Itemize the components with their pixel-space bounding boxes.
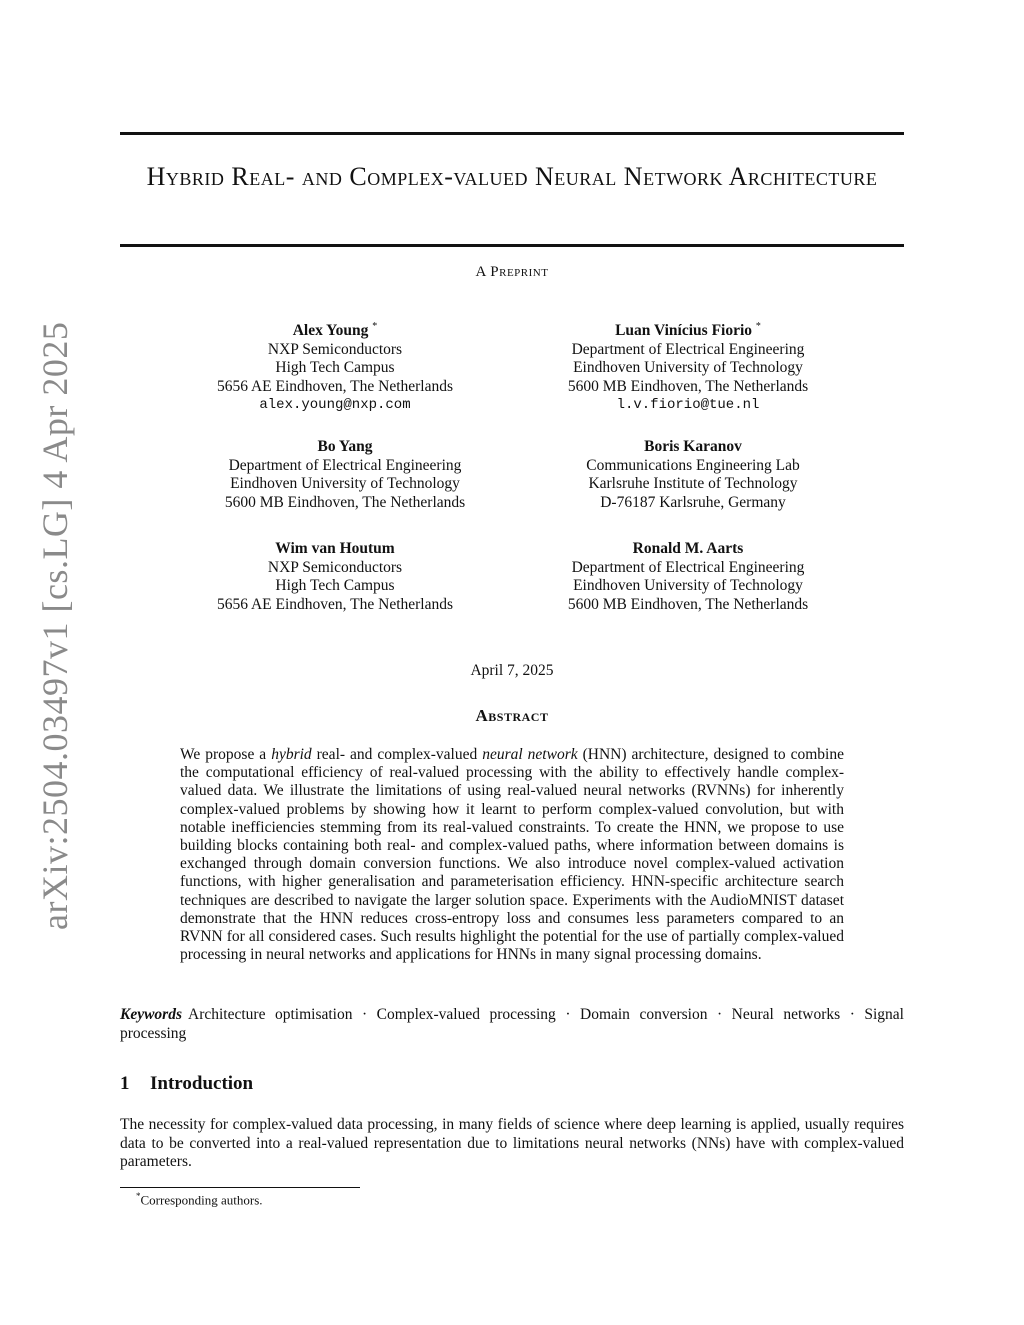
author-affiliation: 5656 AE Eindhoven, The Netherlands [216, 377, 454, 395]
author-affiliation: Communications Engineering Lab [586, 456, 800, 474]
author-affiliation: Eindhoven University of Technology [573, 359, 803, 377]
author-affiliation: NXP Semiconductors [267, 558, 403, 576]
preprint-label: A Preprint [475, 264, 549, 280]
author-name: Boris Karanov [644, 438, 742, 455]
author-affiliation: 5600 MB Eindhoven, The Netherlands [567, 595, 809, 613]
author-affiliation: Eindhoven University of Technology [573, 577, 803, 594]
footnote-rule [120, 1187, 360, 1188]
corresponding-marker: * [372, 321, 378, 332]
author-name: Ronald M. Aarts [632, 540, 744, 557]
footnote [136, 1191, 263, 1208]
emphasis-hybrid: hybrid [271, 746, 312, 763]
author-block [185, 438, 505, 512]
author-block [175, 318, 495, 415]
author-affiliation: NXP Semiconductors [267, 340, 403, 358]
author-affiliation: 5600 MB Eindhoven, The Netherlands [567, 377, 809, 395]
author-affiliation: 5600 MB Eindhoven, The Netherlands [224, 493, 466, 511]
author-name: Bo Yang [317, 438, 373, 455]
section-heading [120, 1073, 253, 1095]
author-name: Alex Young [292, 322, 369, 340]
footnote-marker: * [136, 1191, 141, 1201]
author-affiliation: High Tech Campus [275, 577, 395, 594]
author-affiliation: Eindhoven University of Technology [230, 475, 460, 492]
title-rule-bottom [120, 244, 904, 247]
author-name: Wim van Houtum [275, 540, 395, 557]
author-block [528, 540, 848, 614]
author-affiliation: High Tech Campus [275, 359, 395, 377]
keywords-label: Keywords [120, 1006, 182, 1023]
title-rule-top [120, 132, 904, 135]
section-title: Introduction [150, 1073, 254, 1094]
author-affiliation: Department of Electrical Engineering [228, 456, 462, 474]
abstract-text: We propose a hybrid real- and complex-valued neural network (HNN) architecture, designed to combine the computational efficiency of real-valued processing with the ability to effectively handle complex-valued data. We illustrate the limitations of using real-valued neural networks (RVNNs) for inherently complex-valued problems by showing how it learnt to perform complex-valued convolution, but with notable inefficiencies stemming from its real-valued constraints. To create the HNN, we propose to use building blocks containing both real- and complex-valued paths, where information between domains is exchanged through domain conversion functions. We also introduce novel complex-valued activation functions, with higher generalisation and parameterisation efficiency. HNN-specific architecture search techniques are described to navigate the larger solution space. Experiments with the AudioMNIST dataset demonstrate that the HNN reduces cross-entropy loss and consumes less parameters compared to an RVNN for all considered cases. Such results highlight the potential for the use of partially complex-valued processing in neural networks and applications for HNNs in many signal processing domains. [180, 746, 844, 964]
author-email[interactable]: alex.young@nxp.com [259, 397, 411, 414]
publication-date: April 7, 2025 [470, 662, 554, 679]
author-block [533, 438, 853, 512]
arxiv-identifier-stamp: arXiv:2504.03497v1 [cs.LG] 4 Apr 2025 [35, 321, 75, 930]
author-affiliation: D-76187 Karlsruhe, Germany [600, 493, 786, 511]
footnote-text: Corresponding authors. [140, 1192, 263, 1208]
author-block [175, 540, 495, 614]
paper-title: Hybrid Real- and Complex-valued Neural Network Architecture [146, 162, 878, 191]
keywords-list: Architecture optimisation · Complex-valued processing · Domain conversion · Neural networks · Signal processing [120, 1006, 904, 1042]
keywords [120, 1006, 904, 1043]
author-affiliation: Department of Electrical Engineering [571, 340, 805, 358]
author-affiliation: Department of Electrical Engineering [571, 558, 805, 576]
emphasis-neural-network: neural network [482, 746, 578, 763]
author-affiliation: 5656 AE Eindhoven, The Netherlands [216, 595, 454, 613]
corresponding-marker: * [755, 321, 761, 332]
introduction-paragraph: The necessity for complex-valued data processing, in many fields of science where deep learning is applied, usually requires data to be converted into a real-valued representation due to limitations neural networks (NNs) have with complex-valued parameters. [120, 1116, 904, 1170]
author-name: Luan Vinícius Fiorio [615, 322, 753, 340]
abstract-heading: Abstract [475, 706, 549, 725]
author-block [528, 318, 848, 415]
author-affiliation: Karlsruhe Institute of Technology [588, 475, 798, 492]
section-number: 1 [120, 1073, 130, 1094]
author-email[interactable]: l.v.fiorio@tue.nl [616, 397, 760, 414]
